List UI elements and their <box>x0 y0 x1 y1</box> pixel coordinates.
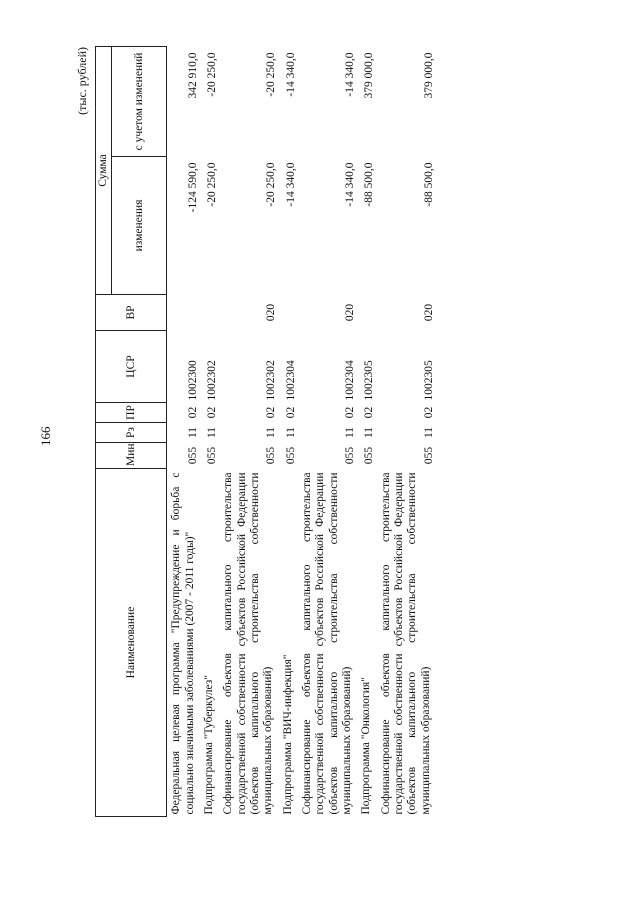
header-pr: ПР <box>96 403 167 423</box>
row-rz: 11 <box>186 426 199 439</box>
header-rz: Рз <box>96 423 167 443</box>
header-vr: ВР <box>96 295 167 331</box>
table-body <box>167 46 436 816</box>
row-pr: 02 <box>363 406 376 419</box>
row-name: Софинансирование объектов капитального строительства государственной собственности субъектов Российской Федерации (объектов капитального строительства собственности муниципальных образований) <box>300 472 353 815</box>
row-change: -88 500,0 <box>363 162 376 207</box>
row-pr: 02 <box>422 406 435 419</box>
row-vr: 020 <box>343 303 356 322</box>
units-label: (тыс. рублей) <box>75 47 89 115</box>
row-name: Федеральная целевая программа "Предупреждение и борьба с социально значимыми заболеваниями (2007 - 2011 годы)" <box>170 472 196 815</box>
row-vr: 020 <box>265 303 278 322</box>
row-rz: 11 <box>422 426 435 439</box>
row-total: 379 000,0 <box>422 52 435 99</box>
row-change: -124 590,0 <box>186 162 199 213</box>
table-row <box>279 46 298 816</box>
row-change: -20 250,0 <box>265 162 278 207</box>
row-min: 055 <box>363 446 376 465</box>
rotated-page <box>75 47 585 817</box>
row-min: 055 <box>205 446 218 465</box>
row-pr: 02 <box>343 406 356 419</box>
header-csr: ЦСР <box>96 331 167 403</box>
row-min: 055 <box>284 446 297 465</box>
table-row <box>357 46 376 816</box>
row-csr: 1002300 <box>186 360 199 401</box>
row-pr: 02 <box>205 406 218 419</box>
row-total: -14 340,0 <box>343 52 356 97</box>
row-vr <box>357 295 376 331</box>
row-rz: 11 <box>343 426 356 439</box>
budget-table <box>95 46 436 817</box>
row-min: 055 <box>422 446 435 465</box>
row-csr: 1002305 <box>422 360 435 401</box>
header-name: Наименование <box>96 469 167 817</box>
row-change: -20 250,0 <box>205 162 218 207</box>
table-row <box>219 46 278 816</box>
header-with-change: с учетом изменений <box>112 46 167 156</box>
table-row <box>298 46 357 816</box>
row-rz: 11 <box>265 426 278 439</box>
row-csr: 1002304 <box>284 360 297 401</box>
row-csr: 1002302 <box>265 360 278 401</box>
row-vr <box>167 295 200 331</box>
row-name: Софинансирование объектов капитального строительства государственной собственности субъектов Российской Федерации (объектов капитального строительства собственности муниципальных образований) <box>222 472 275 815</box>
row-total: -20 250,0 <box>265 52 278 97</box>
row-name: Подпрограмма "Онкология" <box>360 677 373 815</box>
row-vr: 020 <box>422 303 435 322</box>
row-csr: 1002304 <box>343 360 356 401</box>
row-change: -14 340,0 <box>343 162 356 207</box>
row-name: Софинансирование объектов капитального строительства государственной собственности субъектов Российской Федерации (объектов капитального строительства собственности муниципальных образований) <box>379 472 432 815</box>
row-csr: 1002305 <box>363 360 376 401</box>
row-total: -14 340,0 <box>284 52 297 97</box>
row-vr <box>200 295 219 331</box>
header-sum: Сумма <box>96 46 112 294</box>
table-row <box>200 46 219 816</box>
row-min: 055 <box>186 446 199 465</box>
table-row <box>377 46 436 816</box>
row-rz: 11 <box>284 426 297 439</box>
row-change: -88 500,0 <box>422 162 435 207</box>
row-total: 342 910,0 <box>186 52 199 99</box>
table-row <box>167 46 200 816</box>
row-total: 379 000,0 <box>363 52 376 99</box>
row-change: -14 340,0 <box>284 162 297 207</box>
row-pr: 02 <box>284 406 297 419</box>
row-total: -20 250,0 <box>205 52 218 97</box>
row-rz: 11 <box>363 426 376 439</box>
page-number: 166 <box>38 426 53 446</box>
table-header <box>96 46 167 816</box>
row-csr: 1002302 <box>205 360 218 401</box>
row-name: Подпрограмма "ВИЧ-инфекция" <box>281 654 294 815</box>
row-pr: 02 <box>265 406 278 419</box>
row-pr: 02 <box>186 406 199 419</box>
row-min: 055 <box>343 446 356 465</box>
row-rz: 11 <box>205 426 218 439</box>
header-min: Мин <box>96 443 167 469</box>
row-vr <box>279 295 298 331</box>
row-min: 055 <box>265 446 278 465</box>
header-change: изменения <box>112 157 167 295</box>
row-name: Подпрограмма "Туберкулез" <box>202 675 215 815</box>
